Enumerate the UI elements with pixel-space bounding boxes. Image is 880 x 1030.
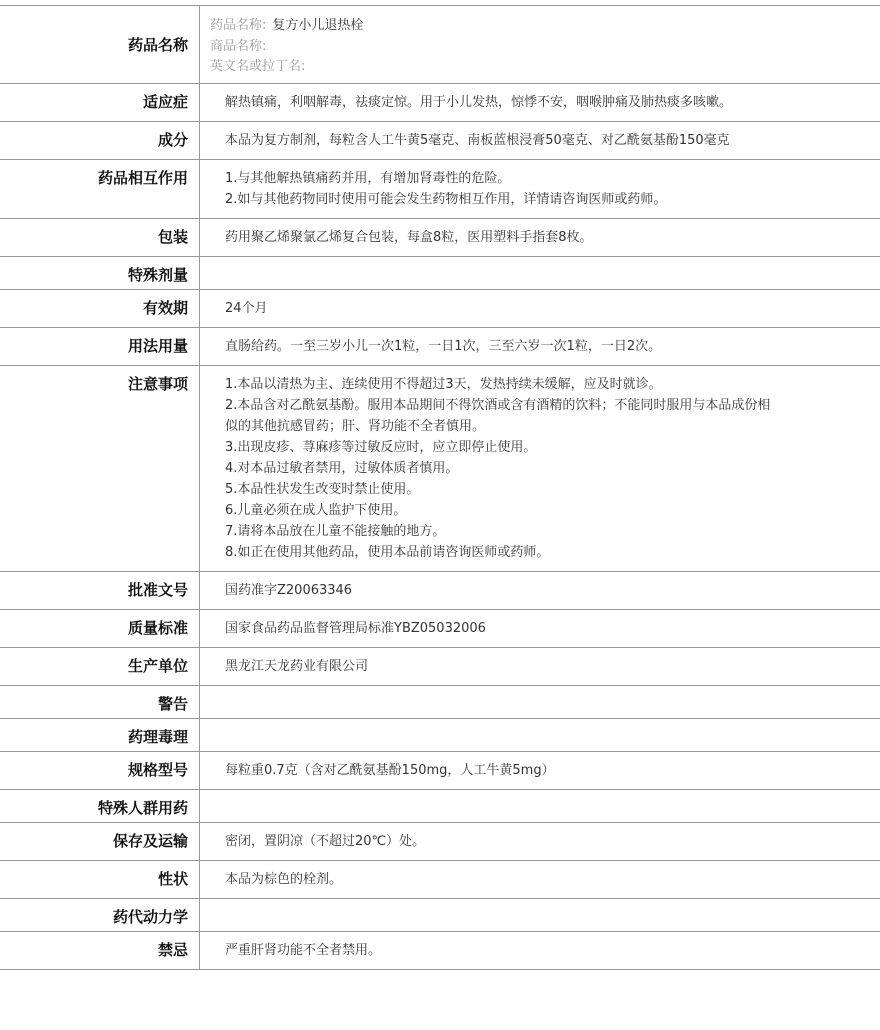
- value-validity: 24个月: [225, 301, 268, 316]
- interaction-line: 2.如与其他药物同时使用可能会发生药物相互作用，详情请咨询医师或药师。: [225, 192, 667, 207]
- label-pharmacokinetics: 药代动力学: [0, 899, 200, 931]
- label-packaging: 包装: [0, 219, 200, 256]
- row-precautions: [0, 366, 880, 572]
- row-drug-name: [0, 6, 880, 84]
- row-contraindications: [0, 932, 880, 970]
- row-appearance: [0, 861, 880, 899]
- row-usage: [0, 328, 880, 366]
- row-validity: [0, 290, 880, 328]
- value-drug-name: [200, 6, 880, 83]
- value-specification: 每粒重0.7克（含对乙酰氨基酚150mg，人工牛黄5mg）: [225, 763, 555, 778]
- label-approval: 批准文号: [0, 572, 200, 609]
- row-ingredients: [0, 122, 880, 160]
- value-pharmacokinetics: [200, 899, 880, 931]
- label-standard: 质量标准: [0, 610, 200, 647]
- english-name-key: 英文名或拉丁名:: [210, 59, 306, 74]
- value-interactions: [200, 160, 880, 218]
- value-storage: 密闭，置阴凉（不超过20℃）处。: [225, 834, 426, 849]
- label-pharmacology: 药理毒理: [0, 719, 200, 751]
- value-manufacturer: 黑龙江天龙药业有限公司: [225, 659, 369, 674]
- value-appearance: 本品为棕色的栓剂。: [225, 872, 343, 887]
- value-special-population: [200, 790, 880, 822]
- value-usage: 直肠给药。一至三岁小儿一次1粒，一日1次，三至六岁一次1粒，一日2次。: [225, 339, 662, 354]
- label-usage: 用法用量: [0, 328, 200, 365]
- generic-name-line: [210, 16, 860, 37]
- precaution-line: 3.出现皮疹、荨麻疹等过敏反应时，应立即停止使用。: [225, 440, 537, 455]
- row-pharmacology: [0, 719, 880, 752]
- generic-name-key: 药品名称:: [210, 18, 267, 33]
- value-indications: 解热镇痛，利咽解毒，祛痰定惊。用于小儿发热，惊悸不安，咽喉肿痛及肺热痰多咳嗽。: [225, 95, 733, 110]
- row-indications: [0, 84, 880, 122]
- value-ingredients: 本品为复方制剂，每粒含人工牛黄5毫克、南板蓝根浸膏50毫克、对乙酰氨基酚150毫克: [225, 133, 730, 148]
- value-standard: 国家食品药品监督管理局标准YBZ05032006: [225, 621, 486, 636]
- label-specification: 规格型号: [0, 752, 200, 789]
- row-special-population: [0, 790, 880, 823]
- label-storage: 保存及运输: [0, 823, 200, 860]
- label-interactions: 药品相互作用: [0, 160, 200, 218]
- precaution-line: 8.如正在使用其他药品，使用本品前请咨询医师或药师。: [225, 545, 550, 560]
- label-validity: 有效期: [0, 290, 200, 327]
- generic-name-value: 复方小儿退热栓: [272, 18, 364, 33]
- label-special-dosage: 特殊剂量: [0, 257, 200, 289]
- label-ingredients: 成分: [0, 122, 200, 159]
- drug-info-table: [0, 5, 880, 970]
- row-pharmacokinetics: [0, 899, 880, 932]
- row-special-dosage: [0, 257, 880, 290]
- label-precautions: 注意事项: [0, 366, 200, 571]
- value-contraindications: 严重肝肾功能不全者禁用。: [225, 943, 382, 958]
- english-name-line: [210, 57, 860, 78]
- value-precautions: [200, 366, 880, 571]
- row-warning: [0, 686, 880, 719]
- label-contraindications: 禁忌: [0, 932, 200, 969]
- label-warning: 警告: [0, 686, 200, 718]
- label-manufacturer: 生产单位: [0, 648, 200, 685]
- precaution-line: 1.本品以清热为主、连续使用不得超过3天，发热持续未缓解，应及时就诊。: [225, 377, 662, 392]
- precaution-line: 2.本品含对乙酰氨基酚。服用本品期间不得饮酒或含有酒精的饮料；不能同时服用与本品成份相似的其他抗感冒药；肝、肾功能不全者慎用。: [225, 398, 771, 434]
- label-appearance: 性状: [0, 861, 200, 898]
- trade-name-key: 商品名称:: [210, 38, 267, 54]
- row-interactions: [0, 160, 880, 219]
- precaution-line: 5.本品性状发生改变时禁止使用。: [225, 482, 420, 497]
- row-packaging: [0, 219, 880, 257]
- label-indications: 适应症: [0, 84, 200, 121]
- row-standard: [0, 610, 880, 648]
- precaution-line: 7.请将本品放在儿童不能接触的地方。: [225, 524, 446, 539]
- trade-name-line: [210, 37, 860, 58]
- value-pharmacology: [200, 719, 880, 751]
- interaction-line: 1.与其他解热镇痛药并用，有增加肾毒性的危险。: [225, 171, 511, 186]
- row-manufacturer: [0, 648, 880, 686]
- label-drug-name: 药品名称: [0, 6, 200, 83]
- precaution-line: 6.儿童必须在成人监护下使用。: [225, 503, 407, 518]
- value-special-dosage: [200, 257, 880, 289]
- precaution-line: 4.对本品过敏者禁用，过敏体质者慎用。: [225, 461, 459, 476]
- value-approval: 国药准字Z20063346: [225, 583, 353, 598]
- row-storage: [0, 823, 880, 861]
- value-packaging: 药用聚乙烯聚氯乙烯复合包装，每盒8粒，医用塑料手指套8枚。: [225, 230, 593, 245]
- value-warning: [200, 686, 880, 718]
- row-specification: [0, 752, 880, 790]
- row-approval: [0, 572, 880, 610]
- label-special-population: 特殊人群用药: [0, 790, 200, 822]
